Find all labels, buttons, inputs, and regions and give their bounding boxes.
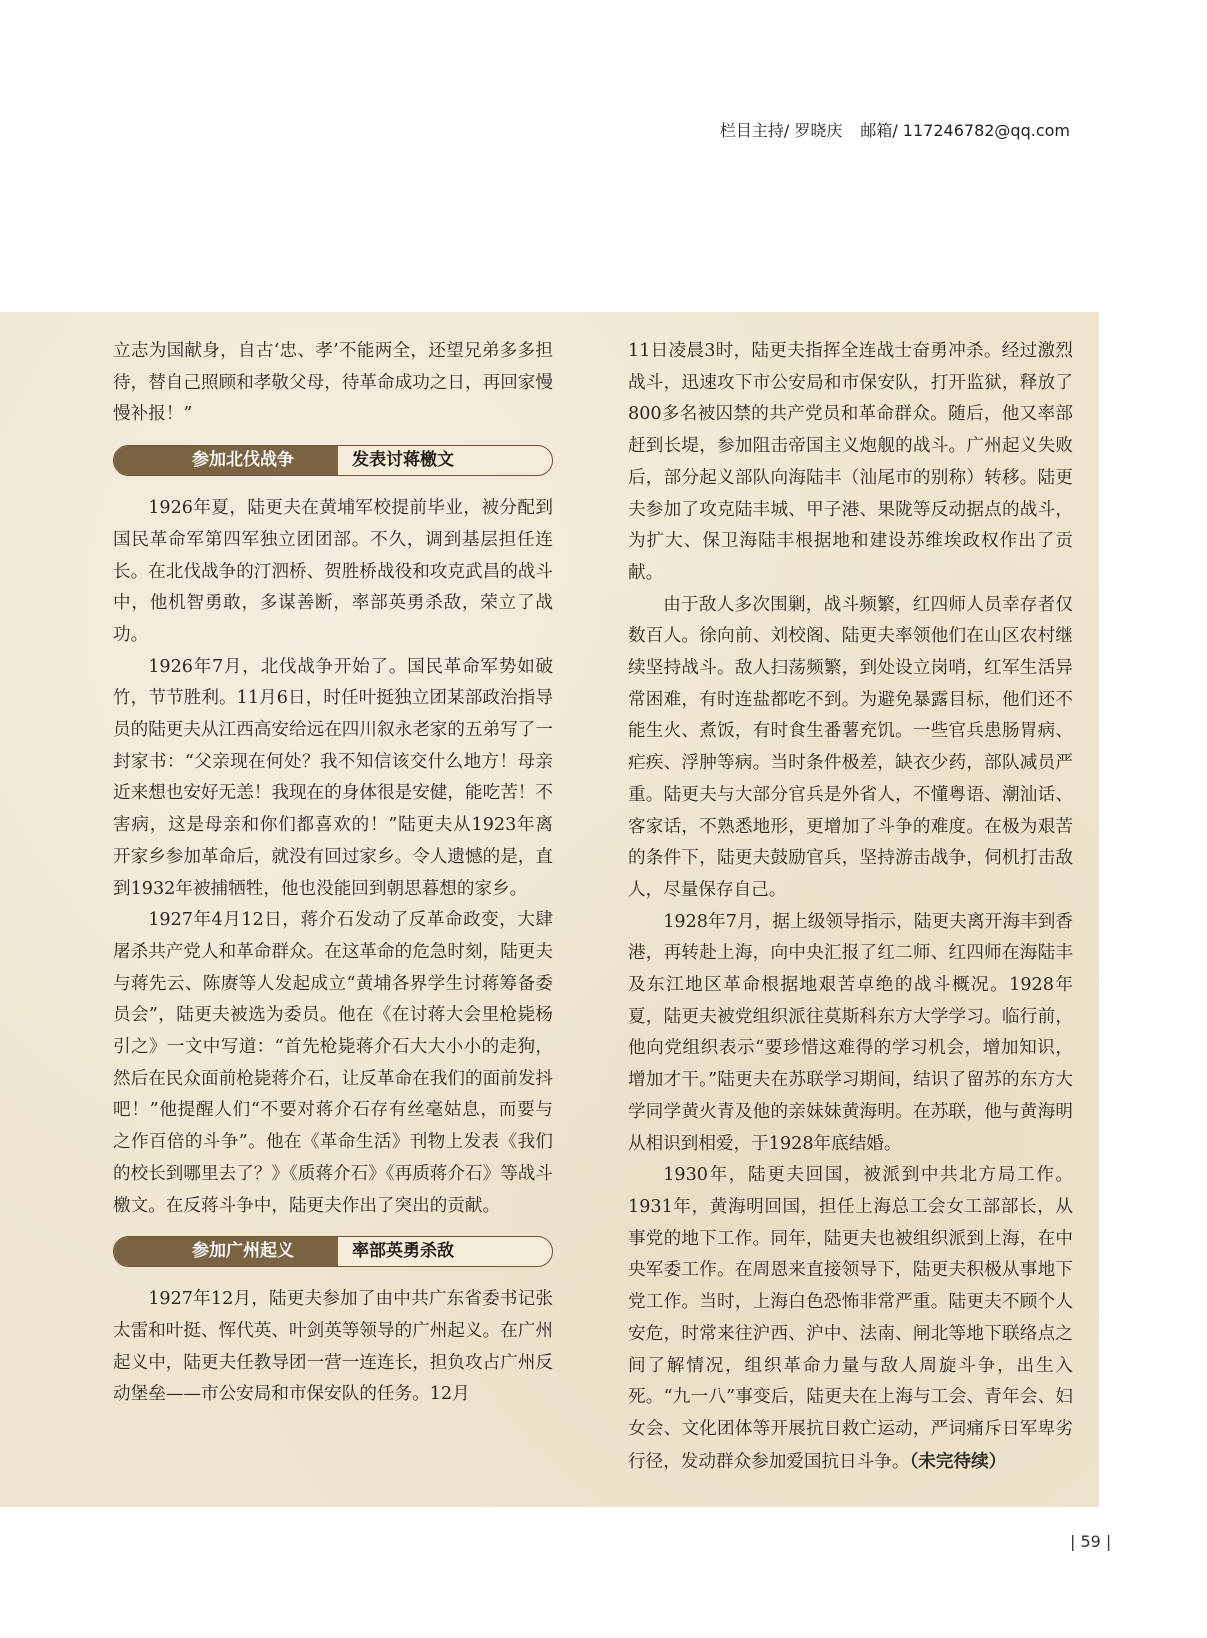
column-host: 栏目主持/ 罗晓庆	[719, 121, 843, 140]
paragraph: 由于敌人多次围剿，战斗频繁，红四师人员幸存者仅数百人。徐向前、刘校阁、陆更夫率领他们在山区农村继续坚持战斗。敌人扫荡频繁，到处设立岗哨，红军生活异常困难，有时连盐都吃不到。为避免暴露目标，他们还不能生火、煮饭，有时食生番薯充饥。一些官兵患肠胃病、疟疾、浮肿等病。当时条件极差，缺衣少药，部队减员严重。陆更夫与大部分官兵是外省人，不懂粤语、潮汕话、客家话，不熟悉地形，更增加了斗争的难度。在极为艰苦的条件下，陆更夫鼓励官兵，坚持游击战争，伺机打击敌人，尽量保存自己。	[628, 594, 1073, 900]
right-column	[628, 336, 1073, 1478]
paragraph: 1926年夏，陆更夫在黄埔军校提前毕业，被分配到国民革命军第四军独立团团部。不久，调到基层担任连长。在北伐战争的汀泗桥、贺胜桥战役和攻克武昌的战斗中，他机智勇敢，多谋善断，率部英勇杀敌，荣立了战功。	[113, 498, 553, 645]
section-heading-guangzhou-uprising	[113, 1236, 553, 1267]
paragraph: 1926年7月，北伐战争开始了。国民革命军势如破竹，节节胜利。11月6日，时任叶挺独立团某部政治指导员的陆更夫从江西高安给远在四川叙永老家的五弟写了一封家书：“父亲现在何处？我不知信该交什么地方！母亲近来想也安好无恙！我现在的身体很是安健，能吃苦！不害病，这是母亲和你们都喜欢的！”陆更夫从1923年离开家乡参加革命后，就没有回过家乡。令人遗憾的是，直到1932年被捕牺牲，他也没能回到朝思暮想的家乡。	[113, 656, 553, 899]
paragraph: 1927年12月，陆更夫参加了由中共广东省委书记张太雷和叶挺、恽代英、叶剑英等领导的广州起义。在广州起义中，陆更夫任教导团一营一连连长，担负攻占广州反动堡垒——市公安局和市保安队的任务。12月	[113, 1289, 553, 1405]
paragraph-text: 1930年，陆更夫回国，被派到中共北方局工作。1931年，黄海明回国，担任上海总工会女工部部长，从事党的地下工作。同年，陆更夫也被组织派到上海，在中央军委工作。在周恩来直接领导下，陆更夫积极从事地下党工作。当时，上海白色恐怖非常严重。陆更夫不顾个人安危，时常来往沪西、沪中、法南、闸北等地下联络点之间了解情况，组织革命力量与敌人周旋斗争，出生入死。“九一八”事变后，陆更夫在上海与工会、青年会、妇女会、文化团体等开展抗日救亡运动，严词痛斥日军卑劣行径，发动群众参加爱国抗日斗争。	[628, 1165, 1073, 1472]
paragraph	[628, 1160, 1073, 1478]
paragraph: 1927年4月12日，蒋介石发动了反革命政变，大肆屠杀共产党人和革命群众。在这革命的危急时刻，陆更夫与蒋先云、陈赓等人发起成立“黄埔各界学生讨蒋筹备委员会”，陆更夫被选为委员。他在《在讨蒋大会里枪毙杨引之》一文中写道：“首先枪毙蒋介石大大小小的走狗，然后在民众面前枪毙蒋介石，让反革命在我们的面前发抖吧！”他提醒人们“不要对蒋介石存有丝毫姑息，而要与之作百倍的斗争”。他在《革命生活》刊物上发表《我们的校长到哪里去了？》《质蒋介石》《再质蒋介石》等战斗檄文。在反蒋斗争中，陆更夫作出了突出的贡献。	[113, 910, 553, 1216]
section-label: 参加广州起义	[114, 1237, 338, 1266]
column-header	[720, 118, 1070, 141]
paragraph: 11日凌晨3时，陆更夫指挥全连战士奋勇冲杀。经过激烈战斗，迅速攻下市公安局和市保安队，打开监狱，释放了800多名被囚禁的共产党员和革命群众。随后，他又率部赶到长堤，参加阻击帝国主义炮舰的战斗。广州起义失败后，部分起义部队向海陆丰（汕尾市的别称）转移。陆更夫参加了攻克陆丰城、甲子港、果陇等反动据点的战斗，为扩大、保卫海陆丰根据地和建设苏维埃政权作出了贡献。	[628, 341, 1073, 583]
section-label: 参加北伐战争	[114, 446, 338, 475]
paragraph: 1928年7月，据上级领导指示，陆更夫离开海丰到香港，再转赴上海，向中央汇报了红二师、红四师在海陆丰及东江地区革命根据地艰苦卓绝的战斗概况。1928年夏，陆更夫被党组织派往莫斯科东方大学学习。临行前，他向党组织表示“要珍惜这难得的学习机会，增加知识，增加才干。”陆更夫在苏联学习期间，结识了留苏的东方大学同学黄火青及他的亲妹妹黄海明。在苏联，他与黄海明从相识到相爱，于1928年底结婚。	[628, 911, 1073, 1154]
left-column	[113, 336, 553, 1411]
section-title: 发表讨蒋檄文	[352, 449, 454, 470]
page-number: | 59 |	[1070, 1532, 1112, 1551]
section-heading-northern-expedition	[113, 445, 553, 476]
to-be-continued-note: （未完待续）	[909, 1450, 1007, 1472]
column-email: 邮箱/ 117246782@qq.com	[860, 121, 1070, 140]
section-title: 率部英勇杀敌	[352, 1240, 454, 1261]
paragraph: 立志为国献身，自古‘忠、孝’不能两全，还望兄弟多多担待，替自己照顾和孝敬父母，待革命成功之日，再回家慢慢补报！”	[113, 341, 553, 425]
